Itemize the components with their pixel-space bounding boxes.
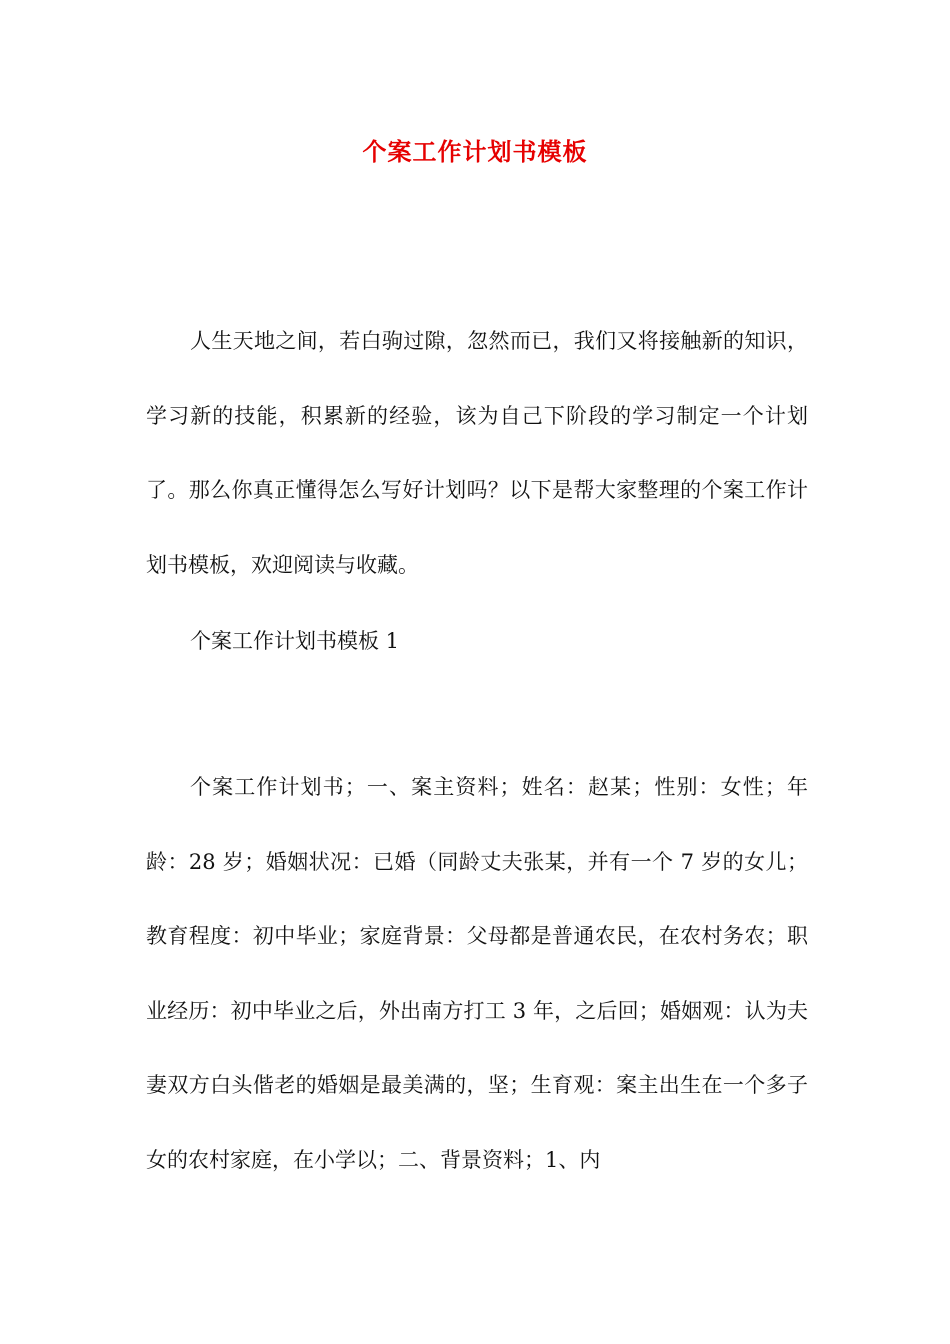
intro-paragraph: 人生天地之间，若白驹过隙，忽然而已，我们又将接触新的知识，学习新的技能，积累新的经验，该为自己下阶段的学习制定一个计划了。那么你真正懂得怎么写好计划吗？以下是帮大家整理的个案工作计划书模板，欢迎阅读与收藏。 [146,329,808,577]
section-heading: 个案工作计划书模板 1 [190,629,400,653]
document-title: 个案工作计划书模板 [362,137,588,166]
body-paragraph: 个案工作计划书；一、案主资料；姓名：赵某；性别：女性；年龄：28 岁；婚姻状况：已婚（同龄丈夫张某，并有一个 7 岁的女儿；教育程度：初中毕业；家庭背景：父母都是普通农民，在农村务农；职业经历：初中毕业之后，外出南方打工 3 年，之后回；婚姻观：认为夫妻双方白头偕老的婚姻是最美满的，坚；生育观：案主出生在一个多子女的农村家庭，在小学以；二、背景资料；1、内 [146,775,808,1172]
